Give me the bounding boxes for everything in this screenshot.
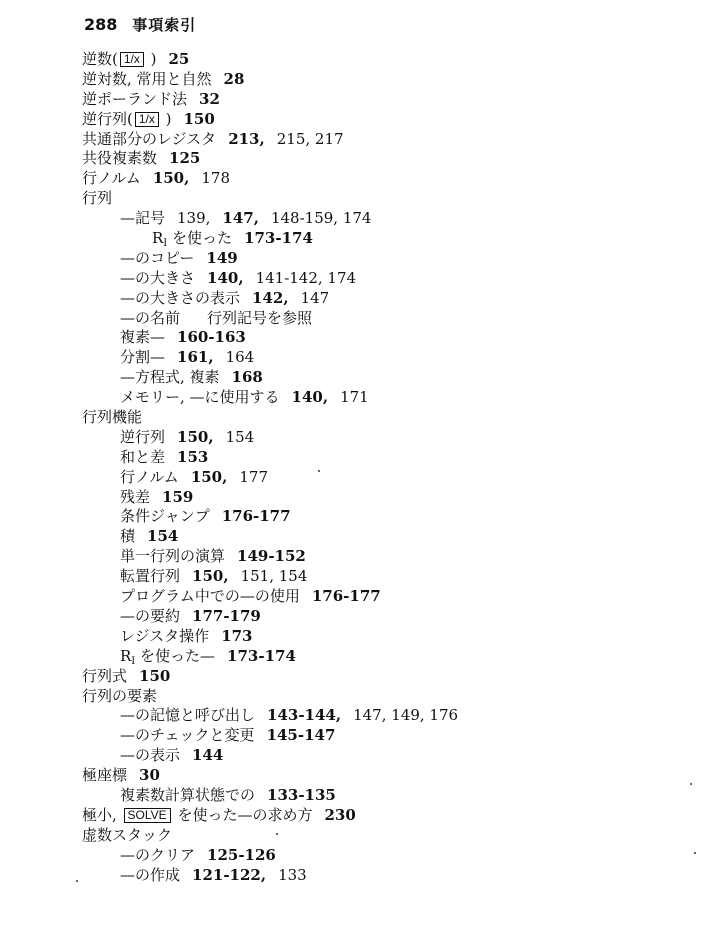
entry-term: 行列機能 [82, 408, 143, 427]
page-ref: 141-142, 174 [255, 268, 357, 287]
entry-term: 逆行列( [82, 109, 133, 128]
page-ref-primary: 121-122, [192, 865, 267, 884]
entry-term: メモリー, —に使用する [120, 388, 280, 407]
page-header [84, 14, 196, 35]
subscript: I [131, 655, 136, 667]
index-entry [82, 70, 682, 90]
page-ref: 行列記号を参照 [192, 308, 313, 327]
scan-speck [318, 470, 320, 472]
page-ref-primary: 140, [291, 388, 329, 407]
index-entry [82, 189, 682, 209]
index-subentry [82, 547, 682, 567]
entry-term: 逆対数, 常用と自然 [82, 69, 212, 88]
entry-term: ) [160, 109, 172, 128]
index-subentry [82, 527, 682, 547]
page-ref: 177 [239, 467, 268, 486]
page-ref: 154 [225, 427, 255, 446]
index-subentry [82, 229, 682, 249]
entry-term: R [120, 646, 132, 665]
page-ref-primary: 173-174 [227, 646, 296, 665]
entry-term: 行列の要素 [82, 686, 158, 705]
index-entry [82, 130, 682, 150]
index-subentry [82, 488, 682, 508]
page-title: 事項索引 [132, 16, 197, 34]
index-entries [82, 50, 682, 885]
index-entry [82, 90, 682, 110]
entry-term: —のコピー [120, 248, 195, 267]
page-ref-primary: 147, [222, 209, 259, 228]
page-ref-primary: 25 [168, 50, 190, 68]
index-subentry [82, 249, 682, 269]
scan-speck [276, 833, 278, 835]
page-ref-primary: 149 [206, 248, 238, 267]
index-subentry [82, 428, 682, 448]
index-subentry [82, 846, 682, 866]
page-ref-primary: 176-177 [311, 587, 381, 606]
entry-term: —の名前 [120, 308, 181, 327]
page-ref-primary: 160-163 [177, 328, 246, 347]
page-ref-primary: 142, [252, 288, 289, 307]
index-subentry [82, 627, 682, 647]
page-ref-primary: 144 [192, 746, 224, 765]
index-subentry [82, 309, 682, 329]
page-ref: 178 [201, 169, 230, 188]
index-subentry [82, 388, 682, 408]
page-ref-primary: 230 [324, 805, 356, 824]
index-entry [82, 687, 682, 707]
entry-term: —の大きさの表示 [120, 288, 241, 307]
entry-term: —のクリア [120, 845, 196, 864]
entry-term: 残差 [120, 487, 151, 506]
entry-term: プログラム中での—の使用 [120, 587, 300, 606]
entry-term: 行列 [82, 189, 113, 208]
page-ref-primary: 150, [192, 567, 229, 586]
calculator-key: SOLVE [124, 808, 171, 823]
index-entry [82, 50, 682, 70]
page-ref-primary: 125-126 [207, 845, 276, 864]
page-ref-primary: 149-152 [237, 547, 306, 566]
index-entry [82, 667, 682, 687]
page-ref: 148-159, 174 [270, 209, 372, 228]
index-subentry [82, 507, 682, 527]
page-ref-primary: 28 [223, 69, 245, 88]
page-number: 288 [84, 15, 118, 34]
subscript: I [163, 238, 168, 250]
page-ref-primary: 150 [183, 109, 215, 128]
calculator-key: 1/x [135, 112, 159, 127]
index-subentry [82, 746, 682, 766]
index-subentry [82, 348, 682, 368]
index-subentry [82, 209, 682, 229]
entry-term: 極小, [82, 805, 122, 824]
page-ref-primary: 140, [207, 268, 244, 287]
entry-term: —の表示 [120, 746, 181, 765]
entry-term: を使った— [135, 646, 216, 665]
index-subentry [82, 706, 682, 726]
index-subentry [82, 269, 682, 289]
page-ref-primary: 176-177 [221, 507, 291, 526]
index-subentry [82, 368, 682, 388]
page-ref: 215, 217 [276, 129, 344, 148]
entry-term: ) [145, 50, 157, 68]
index-subentry [82, 647, 682, 667]
page-ref: 151, 154 [240, 567, 308, 586]
page-ref-primary: 177-179 [192, 606, 261, 625]
entry-term: —の記憶と呼び出し [120, 706, 256, 725]
entry-term: 行ノルム [120, 467, 179, 486]
entry-term: を使った [167, 229, 233, 248]
index-entry [82, 408, 682, 428]
index-entry [82, 826, 682, 846]
scan-speck [694, 852, 696, 854]
index-subentry [82, 587, 682, 607]
index-entry [82, 766, 682, 786]
entry-term: 分割— [120, 348, 166, 367]
page-ref-primary: 143-144, [267, 706, 342, 725]
entry-term: 行列式 [82, 666, 128, 685]
page-ref-primary: 150, [152, 169, 190, 188]
index-subentry [82, 448, 682, 468]
index-entry [82, 806, 682, 826]
page-ref-primary: 159 [162, 487, 194, 506]
entry-term: を使った—の求め方 [172, 805, 313, 824]
index-subentry [82, 726, 682, 746]
page-ref-primary: 173 [221, 626, 253, 645]
index-entry [82, 149, 682, 169]
calculator-key: 1/x [120, 52, 144, 67]
page-ref-primary: 30 [139, 766, 160, 785]
page-ref-primary: 32 [199, 89, 220, 108]
entry-term: 複素— [120, 328, 166, 347]
page-ref-primary: 145-147 [266, 726, 336, 745]
entry-term: 和と差 [120, 447, 166, 466]
index-subentry [82, 289, 682, 309]
entry-term: 積 [120, 527, 136, 546]
page-ref-primary: 153 [177, 447, 209, 466]
index-subentry [82, 567, 682, 587]
page-ref-primary: 150, [190, 467, 228, 486]
entry-term: 逆ポーランド法 [82, 89, 188, 108]
entry-term: —記号 [120, 209, 166, 228]
page-ref: 133 [278, 865, 307, 884]
page-ref: 139, [177, 209, 211, 228]
page-ref-primary: 168 [231, 368, 263, 387]
entry-term: 逆行列 [120, 427, 166, 446]
entry-term: 逆数( [82, 50, 118, 68]
entry-term: —の作成 [120, 865, 181, 884]
entry-term: 条件ジャンプ [120, 507, 210, 526]
page-ref-primary: 213, [228, 129, 265, 148]
entry-term: R [152, 229, 164, 248]
entry-term: —の要約 [120, 606, 181, 625]
page-ref: 164 [225, 348, 255, 367]
page-ref-primary: 150, [177, 427, 214, 446]
entry-term: 行ノルム [82, 169, 141, 188]
page-ref-primary: 154 [147, 527, 179, 546]
index-entry [82, 110, 682, 130]
page-ref-primary: 133-135 [267, 785, 336, 804]
page-ref: 147, 149, 176 [353, 706, 459, 725]
page-ref-primary: 161, [177, 348, 214, 367]
index-subentry [82, 607, 682, 627]
page-ref-primary: 125 [169, 149, 201, 168]
entry-term: 複素数計算状態での [120, 785, 256, 804]
entry-term: —の大きさ [120, 268, 196, 287]
page-ref: 147 [300, 288, 330, 307]
entry-term: 転置行列 [120, 567, 181, 586]
index-subentry [82, 786, 682, 806]
index-subentry [82, 328, 682, 348]
page-ref-primary: 173-174 [244, 229, 313, 248]
index-subentry [82, 866, 682, 886]
entry-term: レジスタ操作 [120, 626, 210, 645]
index-subentry [82, 468, 682, 488]
entry-term: 共役複素数 [82, 149, 158, 168]
entry-term: 単一行列の演算 [120, 547, 226, 566]
entry-term: —方程式, 複素 [120, 368, 220, 387]
scan-speck [76, 880, 78, 882]
page-ref: 171 [340, 388, 369, 407]
entry-term: 虚数スタック [82, 825, 173, 844]
entry-term: 共通部分のレジスタ [82, 129, 217, 148]
index-entry [82, 169, 682, 189]
entry-term: 極座標 [82, 766, 128, 785]
entry-term: —のチェックと変更 [120, 726, 255, 745]
page-ref-primary: 150 [139, 666, 171, 685]
scan-speck [690, 783, 692, 785]
